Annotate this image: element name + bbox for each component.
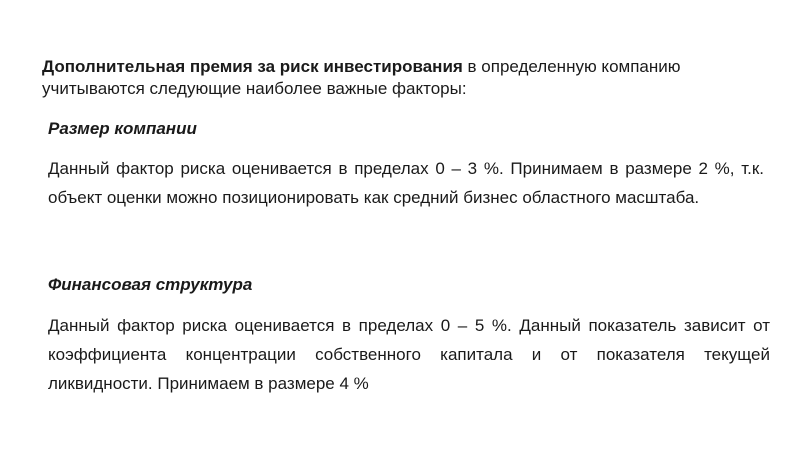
section-text-company-size: Данный фактор риска оценивается в пределах 0 – 3 %. Принимаем в размере 2 %, т.к. объект оценки можно позиционировать как средний бизнес областного масштаба.: [48, 159, 764, 207]
intro-paragraph: [42, 56, 742, 100]
intro-bold-text: Дополнительная премия за риск инвестирования: [42, 57, 463, 76]
section-heading-company-size: Размер компании: [48, 119, 197, 138]
section-heading-financial-structure: Финансовая структура: [48, 275, 253, 294]
intro-rest-text: в определенную компанию учитываются следующие наиболее важные факторы:: [42, 57, 681, 98]
section-text-financial-structure: Данный фактор риска оценивается в пределах 0 – 5 %. Данный показатель зависит от коэффициента концентрации собственного капитала и от показателя текущей ликвидности. Принимаем в размере 4 %: [48, 316, 770, 393]
